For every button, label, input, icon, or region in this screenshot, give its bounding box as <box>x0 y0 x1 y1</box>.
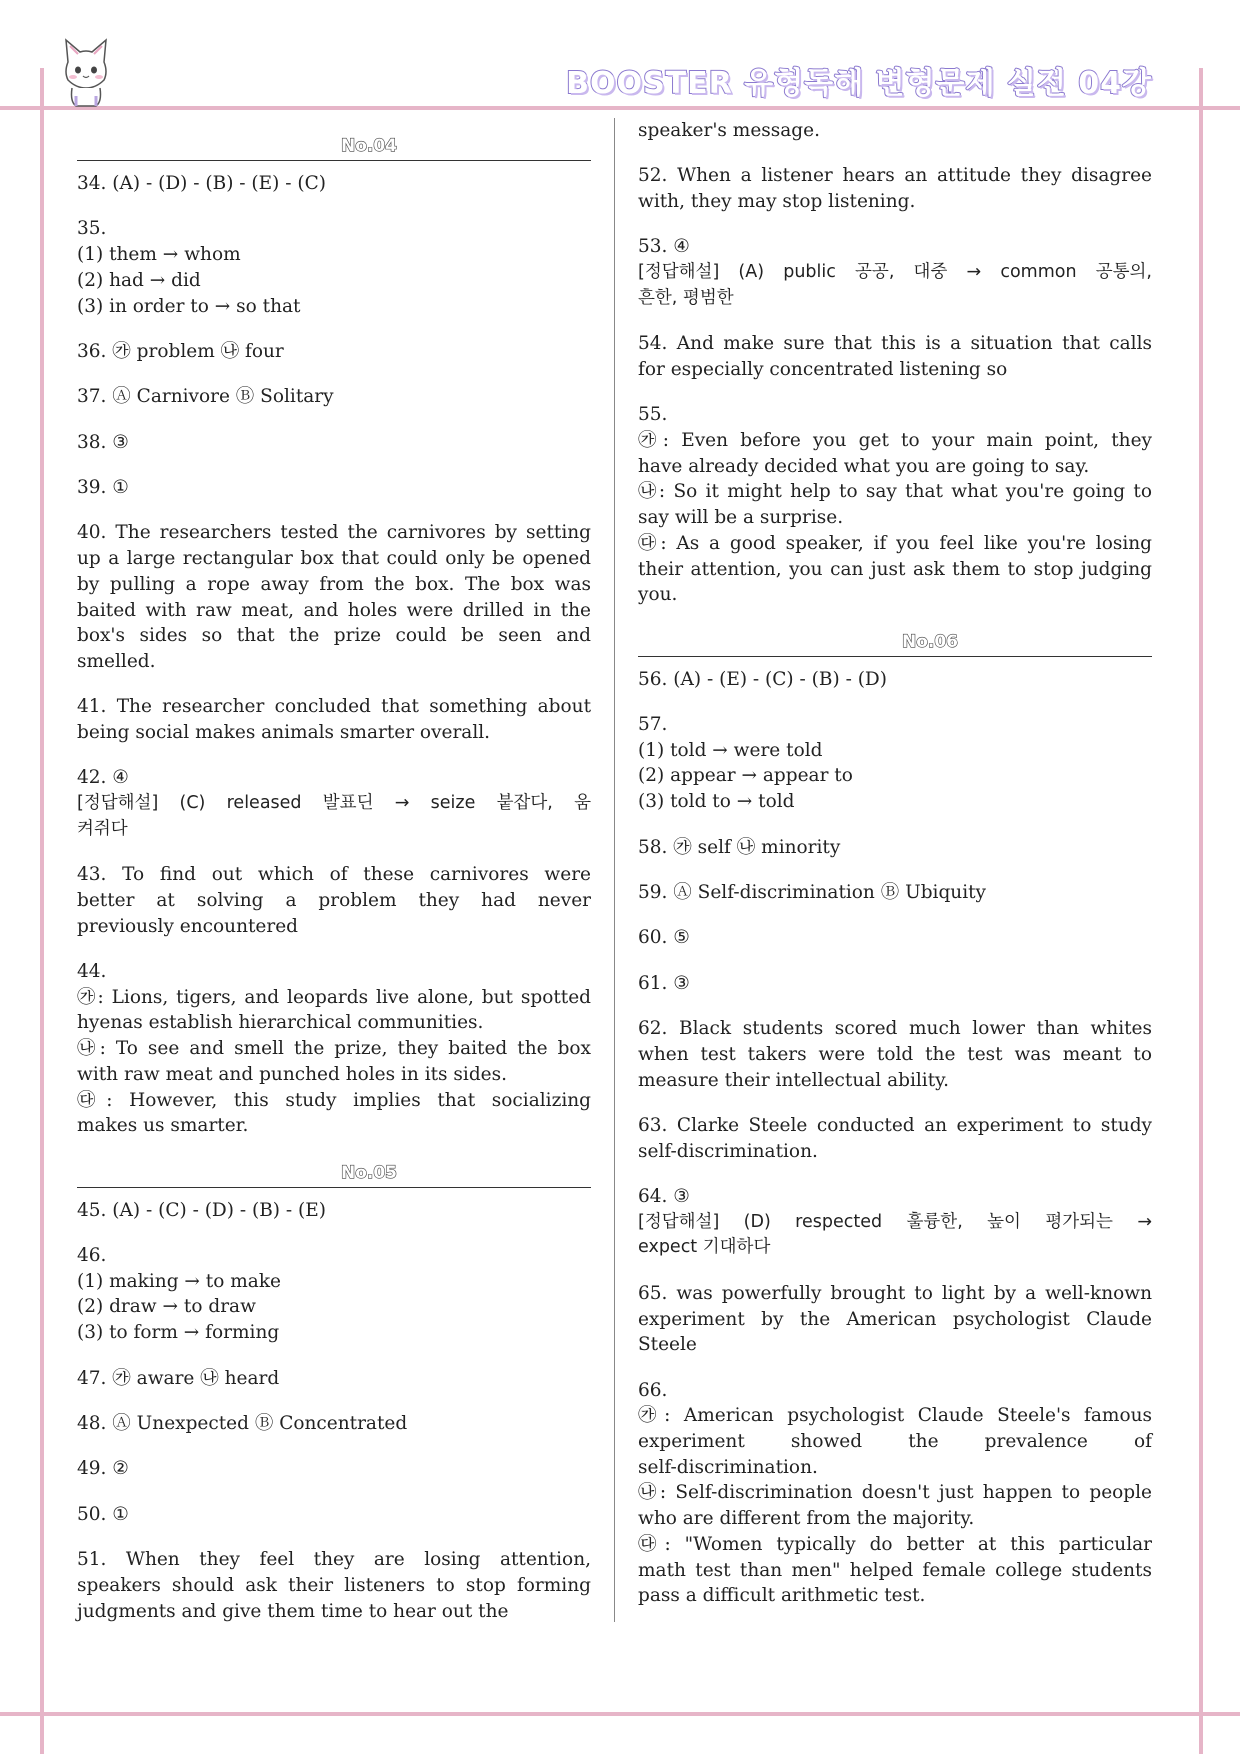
answer-item <box>77 1198 591 1224</box>
answer-line: pass a difficult arithmetic test. <box>638 1585 926 1607</box>
answer-item <box>638 1378 1152 1609</box>
answer-item <box>638 234 1152 311</box>
answer-line: 58. ㉮ self ㉯ minority <box>638 836 841 858</box>
answer-item <box>77 1243 591 1346</box>
answer-item <box>77 339 591 365</box>
answer-line: ㉰: However, this study implies that socializing <box>77 1089 591 1111</box>
answer-item <box>77 430 591 456</box>
answer-line: 61. ③ <box>638 972 690 994</box>
answer-item <box>77 1411 591 1437</box>
answer-line: better at solving a problem they had never <box>77 889 591 911</box>
answer-item <box>77 765 591 842</box>
answer-line: [정답해설] (D) respected 훌륭한, 높이 평가되는 → <box>638 1211 1152 1232</box>
answer-line: 켜쥐다 <box>77 818 128 839</box>
answer-line: 50. ① <box>77 1503 129 1525</box>
answer-line: 41. The researcher concluded that something about <box>77 696 591 718</box>
section-heading <box>77 1159 591 1188</box>
answer-line: with raw meat and punched holes in its sides. <box>77 1063 507 1085</box>
answer-line: speaker's message. <box>638 120 820 141</box>
answer-line: judgments and give them time to hear out the <box>77 1600 509 1622</box>
answer-line: ㉮: American psychologist Claude Steele's famous <box>638 1405 1152 1427</box>
answer-line: have already decided what you are going to say. <box>638 455 1090 477</box>
answer-line: for especially concentrated listening so <box>638 358 1008 380</box>
answer-line: say will be a surprise. <box>638 507 844 529</box>
answer-line: math test than men" helped female college students <box>638 1559 1152 1581</box>
answer-line: experiment showed the prevalence of <box>638 1431 1152 1453</box>
answer-item <box>638 163 1152 214</box>
answer-line: self-discrimination. <box>638 1456 818 1478</box>
answer-line: being social makes animals smarter overall. <box>77 722 491 744</box>
answer-line: previously encountered <box>77 915 299 937</box>
answer-line: 45. (A) - (C) - (D) - (B) - (E) <box>77 1199 326 1221</box>
answer-line: 62. Black students scored much lower than whites <box>638 1018 1152 1040</box>
column-divider <box>614 118 615 1622</box>
answer-item <box>638 925 1152 951</box>
answer-line: [정답해설] (A) public 공공, 대중 → common 공통의, <box>638 262 1152 283</box>
answer-line: ㉯: To see and smell the prize, they baited the box <box>77 1038 591 1060</box>
answer-line: Steele <box>638 1334 697 1356</box>
answer-line: (1) making → to make <box>77 1270 281 1292</box>
answer-line: their attention, you can just ask them to stop judging <box>638 558 1152 580</box>
answer-line: ㉮: Even before you get to your main point, they <box>638 430 1152 452</box>
answer-line: by pulling a rope away from the box. The box was <box>77 573 591 595</box>
answer-item <box>638 880 1152 906</box>
answer-item <box>638 667 1152 693</box>
answer-line: expect 기대하다 <box>638 1237 771 1258</box>
answer-line: 42. ④ <box>77 767 129 789</box>
answer-line: (3) in order to → so that <box>77 295 301 317</box>
answer-item <box>77 384 591 410</box>
answer-item <box>638 1113 1152 1164</box>
answer-line: 34. (A) - (D) - (B) - (E) - (C) <box>77 173 326 194</box>
answer-item <box>638 835 1152 861</box>
answer-line: 65. was powerfully brought to light by a well-known <box>638 1282 1152 1304</box>
answer-line: 38. ③ <box>77 431 129 453</box>
answer-line: ㉰: As a good speaker, if you feel like you're losing <box>638 532 1152 554</box>
answer-line: 51. When they feel they are losing attention, <box>77 1549 591 1571</box>
answer-item <box>638 118 1152 144</box>
answer-line: 49. ② <box>77 1458 129 1480</box>
answer-line: speakers should ask their listeners to stop forming <box>77 1574 591 1596</box>
answer-line: 40. The researchers tested the carnivores by setting <box>77 522 591 544</box>
answer-line: 60. ⑤ <box>638 927 690 949</box>
section-label: No.06 <box>901 631 959 652</box>
answer-line: hyenas establish hierarchical communities. <box>77 1012 484 1034</box>
answer-line: 39. ① <box>77 477 129 499</box>
answer-item <box>77 959 591 1139</box>
answer-line: ㉯: Self-discrimination doesn't just happen to people <box>638 1482 1152 1504</box>
answer-item <box>77 1547 591 1624</box>
answer-line: measure their intellectual ability. <box>638 1069 950 1091</box>
answer-line: self-discrimination. <box>638 1140 818 1162</box>
answer-item <box>638 1184 1152 1261</box>
answer-line: 흔한, 평범한 <box>638 287 734 308</box>
answer-line: up a large rectangular box that could only be opened <box>77 548 591 570</box>
answer-line: ㉯: So it might help to say that what you're going to <box>638 481 1152 503</box>
answer-line: 56. (A) - (E) - (C) - (B) - (D) <box>638 668 887 690</box>
answer-line: ㉮: Lions, tigers, and leopards live alone, but spotted <box>77 986 591 1008</box>
answer-line: baited with raw meat, and holes were drilled in the <box>77 599 591 621</box>
header-title: BOOSTER 유형독해 변형문제 실전 04강 <box>566 66 1152 101</box>
answer-line: 48. Ⓐ Unexpected Ⓑ Concentrated <box>77 1412 408 1434</box>
answer-item <box>77 171 591 197</box>
frame-bottom-line <box>0 1712 1240 1716</box>
answer-line: (3) told to → told <box>638 791 795 813</box>
answer-line: [정답해설] (C) released 발표딘 → seize 붙잡다, 움 <box>77 793 591 814</box>
answer-line: with, they may stop listening. <box>638 191 916 213</box>
answer-line: 66. <box>638 1379 668 1401</box>
answer-line: (2) draw → to draw <box>77 1296 256 1318</box>
frame-right-line <box>1199 68 1203 1754</box>
answer-line: 63. Clarke Steele conducted an experiment to study <box>638 1114 1152 1136</box>
answer-item <box>77 1502 591 1528</box>
answer-line: 59. Ⓐ Self-discrimination Ⓑ Ubiquity <box>638 881 987 903</box>
answer-line: 37. Ⓐ Carnivore Ⓑ Solitary <box>77 386 334 408</box>
answer-line: 44. <box>77 961 107 983</box>
answer-line: smelled. <box>77 650 156 672</box>
answer-item <box>638 1016 1152 1093</box>
section-heading <box>77 132 591 161</box>
answer-line: 46. <box>77 1245 107 1267</box>
answer-line: box's sides so that the prize could be seen and <box>77 625 591 647</box>
answer-line: you. <box>638 584 678 606</box>
answer-line: 52. When a listener hears an attitude they disagree <box>638 165 1152 187</box>
answer-item <box>77 216 591 319</box>
answer-column-right <box>638 118 1152 1629</box>
answer-item <box>77 694 591 745</box>
frame-top-line <box>0 106 1240 110</box>
answer-line: ㉰: "Women typically do better at this particular <box>638 1533 1152 1555</box>
answer-line: 53. ④ <box>638 236 690 258</box>
answer-line: 35. <box>77 218 107 240</box>
section-heading <box>638 628 1152 657</box>
answer-line: 43. To find out which of these carnivores were <box>77 864 591 886</box>
answer-item <box>638 1281 1152 1358</box>
answer-line: (1) them → whom <box>77 244 241 266</box>
frame-left-line <box>40 68 44 1754</box>
answer-line: 57. <box>638 714 668 736</box>
section-label: No.05 <box>340 1162 398 1183</box>
answer-line: experiment by the American psychologist Claude <box>638 1308 1152 1330</box>
answer-line: 47. ㉮ aware ㉯ heard <box>77 1367 280 1389</box>
answer-line: 36. ㉮ problem ㉯ four <box>77 340 284 362</box>
answer-item <box>77 475 591 501</box>
answer-line: (2) had → did <box>77 269 201 291</box>
answer-line: (3) to form → forming <box>77 1322 280 1344</box>
answer-item <box>77 1366 591 1392</box>
answer-line: who are different from the majority. <box>638 1508 975 1530</box>
answer-line: when test takers were told the test was meant to <box>638 1043 1152 1065</box>
answer-line: (2) appear → appear to <box>638 765 853 787</box>
answer-item <box>638 331 1152 382</box>
answer-line: (1) told → were told <box>638 739 823 761</box>
answer-item <box>638 971 1152 997</box>
answer-column-left <box>77 118 591 1644</box>
answer-item <box>638 712 1152 815</box>
answer-item <box>77 520 591 674</box>
answer-item <box>77 1456 591 1482</box>
answer-item <box>638 402 1152 608</box>
answer-line: makes us smarter. <box>77 1115 249 1137</box>
section-label: No.04 <box>340 136 398 156</box>
cat-logo-icon <box>56 32 116 108</box>
answer-line: 64. ③ <box>638 1186 690 1208</box>
answer-line: 55. <box>638 404 668 426</box>
answer-item <box>77 862 591 939</box>
answer-line: 54. And make sure that this is a situation that calls <box>638 333 1152 355</box>
